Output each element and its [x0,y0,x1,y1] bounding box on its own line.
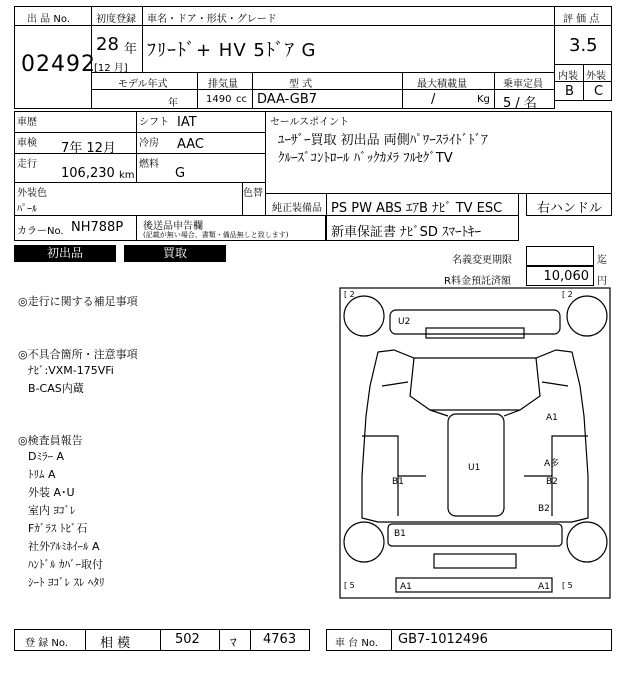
mark-b2-upper: B2 [546,477,558,487]
ac-value: AAC [177,137,204,152]
lot-label-cell [14,6,92,26]
car-name: ﾌﾘｰﾄﾞ+ HV 5ﾄﾞｱ G [147,40,317,61]
inspector-line: 社外ｱﾙﾐﾎｲｰﾙ A [28,540,100,553]
fuel-label: 燃料 [139,159,159,170]
car-name-cell [142,25,555,73]
interior-label: 内装 [558,71,578,82]
wheel-rear-left [344,522,384,562]
reg-kana: ﾏ [230,636,237,651]
mark-b1-rear: B1 [394,529,406,539]
reg-year: 28 [96,34,119,55]
color-no-label: カラーNo. [17,226,64,237]
model-type: DAA-GB7 [257,92,318,107]
equipment-extra-cell [326,215,519,241]
reg-area-cell [85,629,161,651]
score-label: 評 価 点 [563,14,600,25]
name-change-unit: 迄 [597,255,607,266]
reg-kana-cell [219,629,251,651]
name-label: 車名・ドア・形状・グレード [147,14,277,25]
mark-a1-right: A1 [546,413,558,423]
reg-class-cell [160,629,220,651]
inspector-line: 外装 A･U [28,486,75,499]
max-load-unit: Kg [477,94,490,105]
inspector-line: ｼｰﾄ ﾖｺﾞﾚ ｽﾚ ﾍﾀﾘ [28,576,105,589]
sales-points-box [265,111,612,194]
max-load-label-cell [402,72,495,90]
side-doors [362,436,588,516]
first-reg-label-cell [91,6,143,26]
type-label-cell [252,72,403,90]
model-year-label: モデル年式 [118,79,168,90]
post-delivery-label: 後送品申告欄 [143,221,203,232]
buyback-badge: 買取 [124,245,226,262]
mark-a-many: A多 [544,459,560,469]
wheel-front-right [567,296,607,336]
exterior-label: 外装 [586,71,606,82]
equipment-label-cell [265,193,327,216]
lot-number: 02492 [21,52,96,77]
mark-a1-rear-right: A1 [538,582,550,592]
recycle-box [526,266,594,286]
mark-b1-front: B1 [392,477,404,487]
ext-color-value: ﾊﾟｰﾙ [17,204,37,215]
year-cell [91,25,143,73]
mileage-unit: km [119,170,135,181]
exterior-label-cell [583,64,612,82]
max-load-cell [402,89,495,109]
capacity-label-cell [494,72,555,90]
equipment-items: PS PW ABS ｴｱB ﾅﾋﾞ TV ESC [331,201,503,216]
exterior-grade: C [594,84,604,99]
steering: 右ハンドル [537,201,603,216]
max-load-label: 最大積載量 [417,79,467,90]
rear-bumper [396,578,552,592]
inspector-title: ◎検査員報告 [18,434,83,447]
reg-class: 502 [175,632,200,647]
score-label-cell [554,6,612,26]
color-change-label: 色替 [243,188,263,199]
name-change-box [526,246,594,266]
lot-number-cell [14,25,96,109]
model-year-cell [91,89,198,109]
wheel-front-left [344,296,384,336]
equipment-label: 純正装備品 [272,203,322,214]
grille [426,328,524,338]
rear-window [434,554,516,568]
sales-points-label: セールスポイント [270,117,350,128]
capacity: 5 / 名 [503,96,537,111]
score-cell [554,25,612,65]
wheel-rear-right [567,522,607,562]
inspector-line: 室内 ﾖｺﾞﾚ [28,504,76,517]
color-no-cell [14,215,137,241]
name-change-label: 名義変更期限 [452,255,512,266]
front-bumper [390,310,560,334]
sales-points-line1: ﾕｰｻﾞｰ買取 初出品 両側ﾊﾟﾜｰｽﾗｲﾄﾞﾄﾞｱ [278,133,488,148]
ext-color-cell [14,182,243,216]
chassis-cell [391,629,612,651]
first-listing-badge: 初出品 [14,245,116,262]
post-delivery-note: (記載が無い場合、書類・備品無しと致します) [143,231,289,239]
mark-b2-lower: B2 [538,504,550,514]
reg-number: 4763 [263,632,297,647]
tag-top-left: [ 2 [344,290,355,299]
interior-label-cell [554,64,584,82]
displacement: 1490 [206,94,232,105]
car-damage-diagram [338,286,614,602]
capacity-cell [494,89,555,109]
displacement-label-cell [197,72,253,90]
mileage-value: 106,230 [61,166,115,181]
capacity-label: 乗車定員 [503,79,543,90]
inspection-cell [14,132,137,154]
chassis-number: GB7-1012496 [398,632,488,647]
interior-grade-cell [554,81,584,101]
color-no-value: NH788P [71,220,124,235]
displacement-unit: cc [236,94,247,105]
interior-grade: B [565,84,574,99]
inspector-line: Dﾐﾗｰ A [28,450,64,463]
first-reg-label: 初度登録 [96,14,136,25]
shift-cell [136,111,266,133]
recycle-label: R料金預託済額 [444,276,511,287]
history-label: 車歴 [17,117,37,128]
reg-month: [12 月] [94,63,128,74]
post-delivery-cell [136,215,326,241]
reg-area: 相 模 [100,636,131,651]
driving-notes-title: ◎走行に関する補足事項 [18,295,138,308]
fuel-value: G [175,166,186,181]
equipment-extra: 新車保証書 ﾅﾋﾞSD ｽﾏｰﾄｷｰ [331,225,482,240]
recycle-unit: 円 [597,276,607,287]
tag-top-right: [ 2 [562,290,573,299]
inspector-line: Fｶﾞﾗｽ ﾄﾋﾞ石 [28,522,88,535]
color-change-cell [242,182,266,216]
inspection-value: 7年 12月 [61,141,116,156]
defects-title: ◎不具合箇所・注意事項 [18,348,138,361]
mark-a1-rear-left: A1 [400,582,412,592]
ext-color-label: 外装色 [17,188,47,199]
a-pillars [430,410,520,416]
mileage-cell [14,153,137,183]
tag-bottom-left: [ 5 [344,581,355,590]
defect-line: B-CAS内蔵 [28,382,84,395]
reg-year-unit: 年 [124,42,138,57]
fender-lines [382,382,568,386]
model-year-label-cell [91,72,198,90]
fuel-cell [136,153,266,183]
reg-number-cell [250,629,310,651]
reg-label: 登 録 No. [25,638,68,649]
steering-cell [526,193,612,216]
chassis-label-cell [326,629,392,651]
ac-label: 冷房 [139,138,159,149]
rear-hatch [388,524,562,546]
reg-label-cell [14,629,86,651]
inspector-line: ﾊﾝﾄﾞﾙ ｶﾊﾞｰ取付 [28,558,103,571]
max-load: / [431,92,436,107]
recycle-amount: 10,060 [543,269,589,284]
equipment-items-cell [326,193,519,216]
lot-label: 出 品 No. [27,14,70,25]
ac-cell [136,132,266,154]
mark-u2: U2 [398,317,411,327]
exterior-grade-cell [583,81,612,101]
model-year-unit: 年 [168,98,178,109]
displacement-label: 排気量 [208,79,238,90]
shift-value: IAT [177,115,197,130]
inspection-label: 車検 [17,138,37,149]
sales-points-line2: ｸﾙｰｽﾞｺﾝﾄﾛｰﾙ ﾊﾞｯｸｶﾒﾗ ﾌﾙｾｸﾞTV [278,151,453,166]
inspector-line: ﾄﾘﾑ A [28,468,56,481]
shift-label: シフト [139,117,169,128]
type-cell [252,89,403,109]
hood [410,358,540,410]
score: 3.5 [569,35,598,56]
name-label-cell [142,6,555,26]
displacement-cell [197,89,253,109]
mileage-label: 走行 [17,159,37,170]
history-cell [14,111,137,133]
chassis-label: 車 台 No. [335,638,378,649]
mark-u1: U1 [468,463,481,473]
type-label: 型 式 [289,79,313,90]
defect-line: ﾅﾋﾞ:VXM-175VFi [28,364,114,377]
tag-bottom-right: [ 5 [562,581,573,590]
